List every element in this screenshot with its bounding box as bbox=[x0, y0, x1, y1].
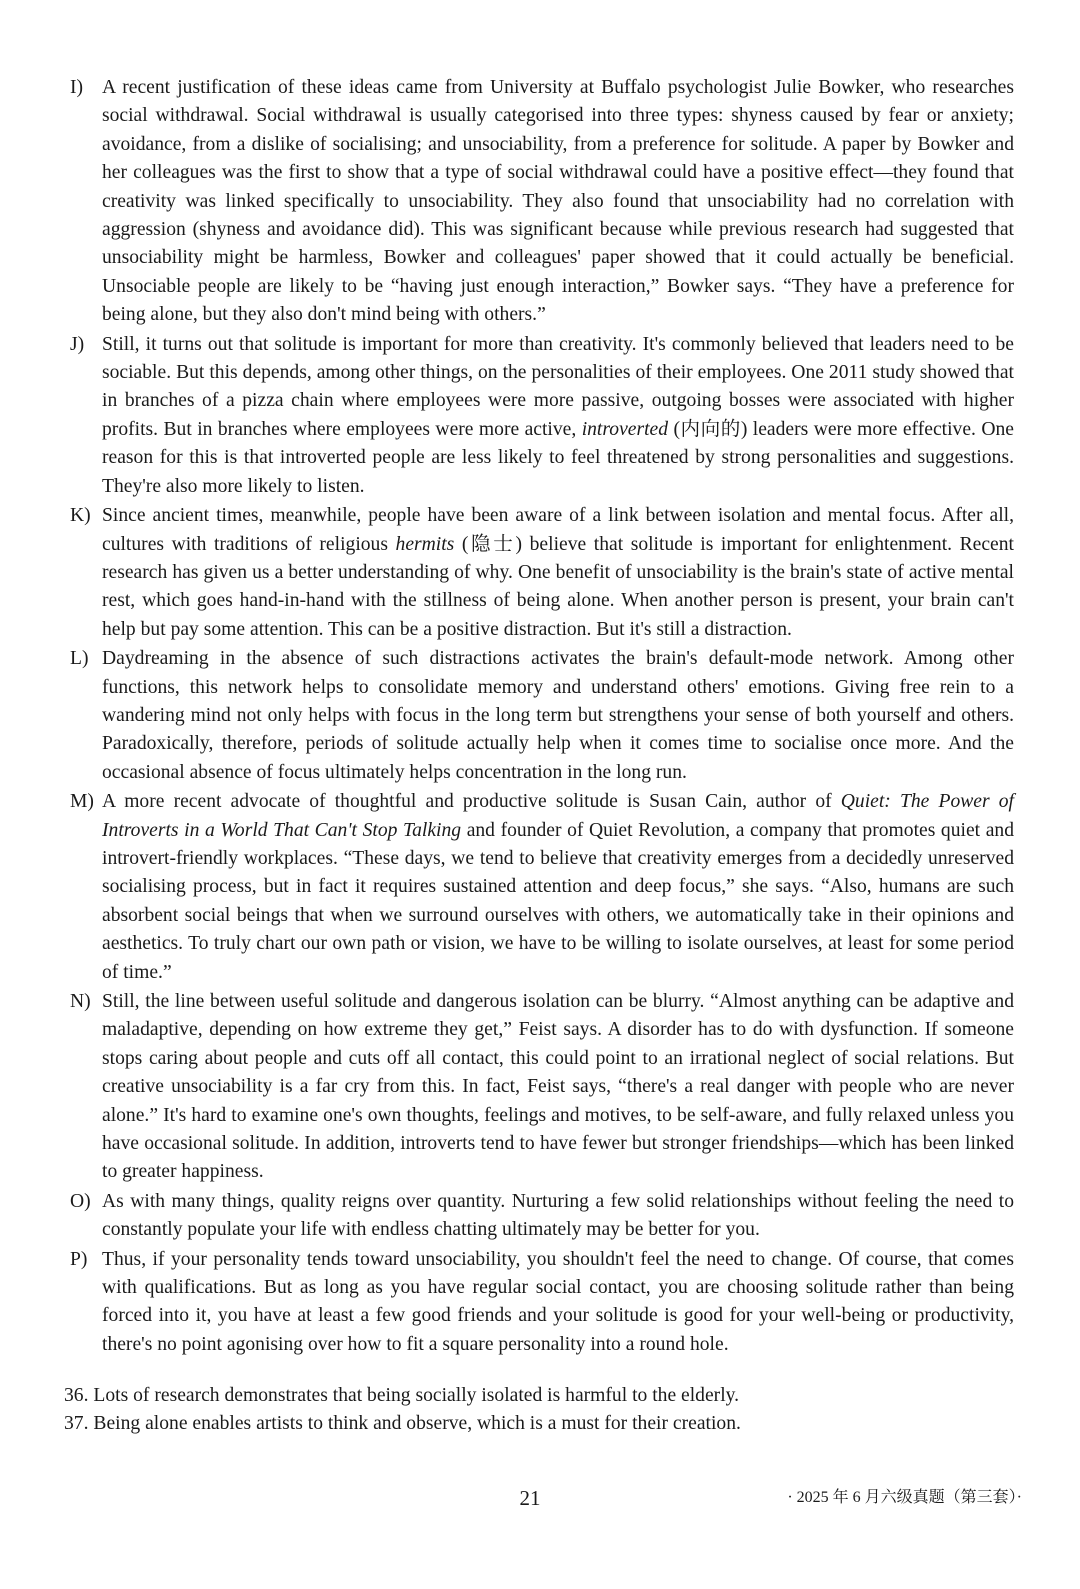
paragraph-text-part: A more recent advocate of thoughtful and productive solitude is Susan Cain, author of bbox=[102, 791, 841, 813]
paragraph-p bbox=[70, 1246, 1014, 1360]
chinese-gloss: (内向的) bbox=[668, 418, 748, 440]
paragraph-label: O) bbox=[70, 1190, 91, 1212]
paragraph-text: A recent justification of these ideas came from University at Buffalo psychologist Julie Bowker, who researches social withdrawal. Social withdrawal is usually categorised into three types: shyness caused by fear or anxiety; avoidance, from a dislike of socialising; and unsociability, from a preference for solitude. A paper by Bowker and her colleagues was the first to show that a type of social withdrawal could have a positive effect—they found that creativity was linked specifically to unsociability. They also found that unsociability had no correlation with aggression (shyness and avoidance did). This was significant because while previous research had suggested that unsociability might be harmless, Bowker and colleagues' paper showed that it could actually be beneficial. Unsociable people are likely to be “having just enough interaction,” Bowker says. “They have a preference for being alone, but they also don't mind being with others.” bbox=[102, 77, 1014, 326]
paragraph-text-part: Since ancient times, meanwhile, people have been aware of a link between isolation and mental focus. After all, cultures with traditions of religious bbox=[102, 505, 1014, 555]
question-list bbox=[64, 1382, 1014, 1439]
question-36: 36. Lots of research demonstrates that being socially isolated is harmful to the elderly. bbox=[64, 1385, 740, 1406]
paragraph-text-part: and founder of Quiet Revolution, a company that promotes quiet and introvert-friendly workplaces. “These days, we tend to believe that creativity emerges from a decidedly unreserved socialising process, but in fact it requires sustained attention and deep focus,” she says. “Also, humans are such absorbent social beings that when we surround ourselves with others, we automatically take in their opinions and aesthetics. To truly chart our own path or vision, we have to be willing to isolate ourselves, at least for some period of time.” bbox=[102, 819, 1014, 983]
paragraph-k bbox=[70, 502, 1014, 644]
paragraph-text bbox=[102, 331, 1014, 501]
paragraph-text: As with many things, quality reigns over quantity. Nurturing a few solid relationships without feeling the need to constantly populate your life with endless chatting ultimately may be better for you. bbox=[102, 1190, 1014, 1241]
paragraph-text bbox=[102, 788, 1014, 987]
exam-source-label: · 2025 年 6 月六级真题（第三套）· bbox=[787, 1489, 1022, 1506]
paragraph-label: P) bbox=[70, 1248, 88, 1270]
paragraph-label: L) bbox=[70, 648, 89, 670]
paragraph-label: I) bbox=[70, 77, 84, 98]
paragraph-o bbox=[70, 1188, 1014, 1245]
question-37: 37. Being alone enables artists to think and observe, which is a must for their creation. bbox=[64, 1413, 741, 1435]
paragraph-text: Thus, if your personality tends toward unsociability, you shouldn't feel the need to change. Of course, that comes with qualifications. But as long as you have regular social contact, you are choosing solitude rather than being forced into it, you have at least a few good friends and your solitude is good for your well-being or productivity, there's no point agonising over how to fit a square personality into a round hole. bbox=[102, 1248, 1014, 1355]
paragraph-text: Still, the line between useful solitude and dangerous isolation can be blurry. “Almost anything can be adaptive and maladaptive, depending on how extreme they get,” Feist says. A disorder has to do with dysfunction. If someone stops caring about people and cuts off all contact, this could point to an irrational neglect of social relations. But creative unsociability is a far cry from this. In fact, Feist says, “there's a real danger with people who are never alone.” It's hard to examine one's own thoughts, feelings and motives, to be self-aware, and fully relaxed unless you have occasional solitude. In addition, introverts tend to have fewer but stronger friendships—which has been linked to greater happiness. bbox=[102, 991, 1014, 1183]
paragraph-text-part: leaders were more effective. One reason for this is that introverted people are less likely to feel threatened by strong personalities and suggestions. They're also more likely to listen. bbox=[102, 418, 1014, 497]
paragraph-label: K) bbox=[70, 505, 91, 527]
paragraph-text-part: Still, it turns out that solitude is important for more than creativity. It's commonly believed that leaders need to be sociable. But this depends, among other things, on the personalities of their employees. One 2011 study showed that in branches of a pizza chain where employees were more passive, outgoing bosses were associated with higher profits. But in branches where employees were more active, bbox=[102, 333, 1014, 440]
paragraph-i bbox=[70, 74, 1014, 330]
paragraph-label: M) bbox=[70, 791, 94, 813]
book-title: Quiet: The Power of Introverts in a World That Can't Stop Talking bbox=[102, 791, 1014, 841]
paragraph-label: J) bbox=[70, 333, 85, 355]
paragraph-j bbox=[70, 331, 1014, 501]
paragraph-label: N) bbox=[70, 991, 91, 1012]
paragraph-n bbox=[70, 988, 1014, 1187]
paragraph-text-part: believe that solitude is important for enlightenment. Recent research has given us a better understanding of why. One benefit of unsociability is the brain's state of active mental rest, which goes hand-in-hand with the stillness of being alone. When another person is present, your brain can't help but pay some attention. This can be a positive distraction. But it's still a distraction. bbox=[102, 533, 1014, 640]
italic-term: hermits bbox=[395, 533, 455, 555]
paragraph-m bbox=[70, 788, 1014, 987]
passage-paragraphs bbox=[70, 74, 1014, 1360]
page-number: 21 bbox=[519, 1486, 541, 1510]
paragraph-text bbox=[102, 502, 1014, 644]
italic-term: introverted bbox=[581, 418, 669, 440]
paragraph-text: Daydreaming in the absence of such distractions activates the brain's default-mode network. Among other functions, this network helps to consolidate memory and understand others' emotions. Giving free rein to a wandering mind not only helps with focus in the long term but strengthens your sense of both yourself and others. Paradoxically, therefore, periods of solitude actually help when it comes time to socialise once more. And the occasional absence of focus ultimately helps concentration in the long run. bbox=[102, 648, 1014, 783]
paragraph-l bbox=[70, 645, 1014, 787]
chinese-gloss: (隐士) bbox=[454, 533, 523, 555]
